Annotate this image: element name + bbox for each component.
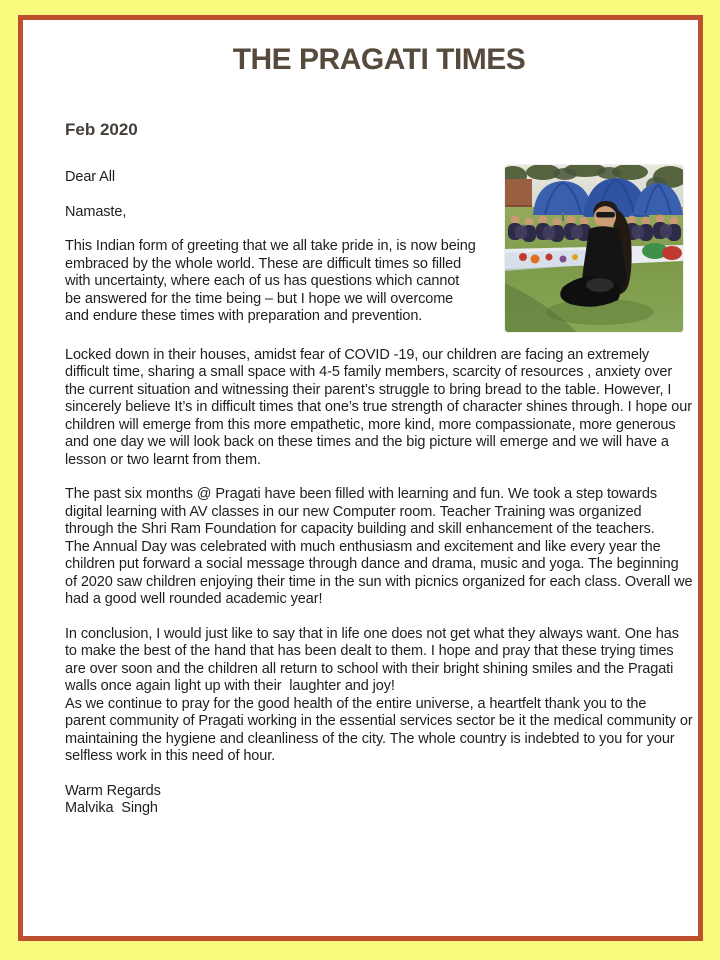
school-update-paragraph-1: The past six months @ Pragati have been filled with learning and fun. We took a step towards digital learning with AV classes in our new Computer room. Teacher Training was organized through the Shri Ram Foundation for capacity building and skill enhancement of the teachers. [65,486,661,537]
intro-column [65,169,479,326]
newsletter-title: THE PRAGATI TIMES [232,43,526,76]
intro-paragraph: This Indian form of greeting that we all take pride in, is now being embraced by the whole world. These are difficult times so filled with uncertainty, where each of us has questions which cannot be answered for the time being – but I hope we will overcome and endure these times with preparation and prevention. [65,238,480,324]
picnic-photo [505,165,683,332]
letter-body [65,169,697,818]
conclusion-paragraph-1: In conclusion, I would just like to say that in life one does not get what they always want. One has to make the best of the hand that has been dealt to them. I hope and pray that these trying times are over soon and the children all return to school with their bright shining smiles and the Pragati walls once again light up with their laughter and joy! [65,625,683,694]
school-update-paragraph-2: The Annual Day was celebrated with much enthusiasm and excitement and like every year the children put forward a social message through dance and drama, music and yoga. The beginning of 2020 saw children enjoying their time in the sun with picnics organized for each class. Overall we had a good well rounded academic year! [65,538,697,607]
signature-line: Malvika Singh [65,800,158,816]
salutation-line: Dear All [65,169,115,185]
page-content [23,20,698,936]
picnic-photo-illustration [505,165,683,332]
greeting-line: Namaste, [65,203,127,220]
closing-line: Warm Regards [65,782,161,799]
lockdown-paragraph: Locked down in their houses, amidst fear of COVID -19, our children are facing an extremely difficult time, sharing a small space with 4-5 family members, scarcity of resources , anxiety over the current situation and witnessing their parent’s struggle to bring bread to the table. However, I sincerely believe It’s in difficult times that one’s true strength of character shines through. I hope our children will emerge from this more empathetic, more kind, more compassionate, more generous and one day we will look back on these times and the big picture will emerge and we will have a lesson or two learnt from them. [65,346,696,468]
newsletter-page [18,15,703,941]
issue-date: Feb 2020 [65,120,138,139]
conclusion-paragraph-2: As we continue to pray for the good health of the entire universe, a heartfelt thank you to the parent community of Pragati working in the essential services sector be it the medical community or maintaining the hygiene and cleanliness of the city. The whole country is indebted to you for your selfless work in this need of hour. [65,695,697,764]
